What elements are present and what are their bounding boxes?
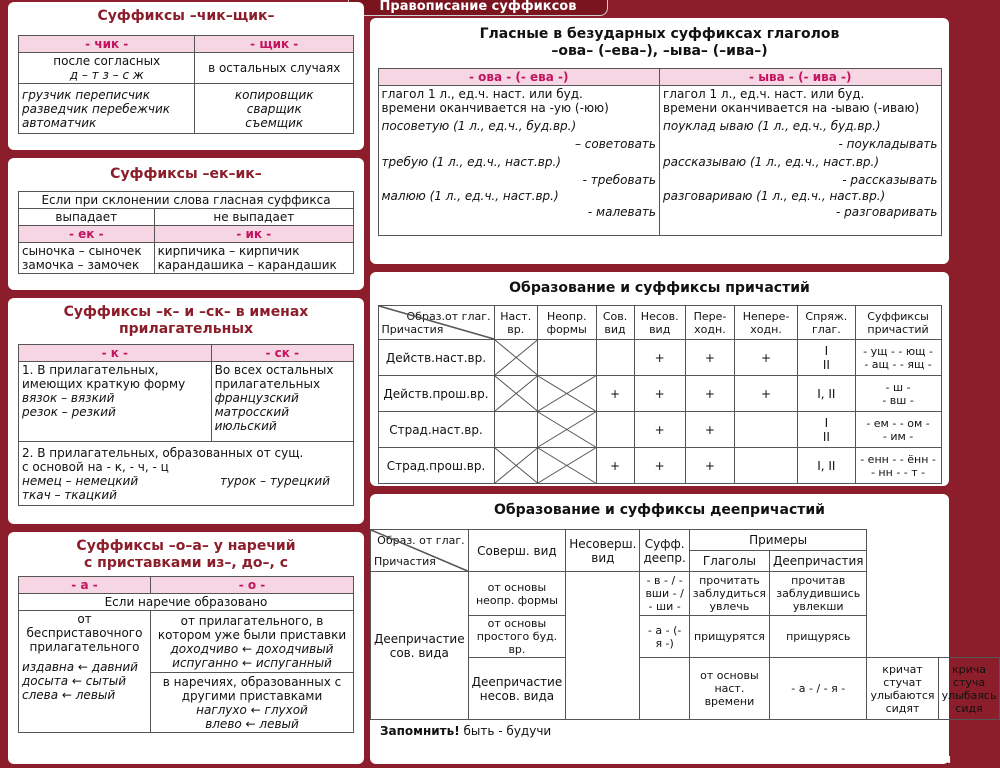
column-header: Неопр. формы xyxy=(537,306,596,340)
example: резок – резкий xyxy=(22,405,116,419)
rule-text: котором уже были приставки xyxy=(157,627,347,642)
example: ткач – ткацкий xyxy=(22,487,117,502)
cell: + xyxy=(685,448,734,484)
example: влево ← левый xyxy=(205,716,299,731)
row-header: Деепричастие сов. вида xyxy=(371,572,469,720)
rule-text: прилагательных xyxy=(214,377,321,391)
row-header: Действ.прош.вр. xyxy=(378,376,494,412)
panel-title: прилагательных xyxy=(118,321,254,337)
example: - требовать xyxy=(582,173,656,187)
suffix-k: - к - xyxy=(19,345,212,362)
participles-table xyxy=(378,305,942,484)
panel-title: Образование и суффиксы деепричастий xyxy=(494,502,825,518)
example: – советовать xyxy=(574,137,656,151)
suffix-cell: - ущ - - ющ - - ащ - - ящ - xyxy=(855,340,941,376)
column-header: Пере- ходн. xyxy=(685,306,734,340)
example: кричат стучат улыбаются сидят xyxy=(867,658,938,720)
suffix-sk: - ск - xyxy=(211,345,353,362)
rule-text: после согласных xyxy=(53,54,161,68)
corner-bottom: Причастия xyxy=(374,554,436,568)
corner-header xyxy=(371,530,469,572)
rule-text: Во всех остальных xyxy=(214,363,334,377)
cell xyxy=(596,412,634,448)
rule-text: времени оканчивается на -ываю (-иваю) xyxy=(663,101,920,115)
example: французский xyxy=(214,391,299,405)
crossed-cell xyxy=(494,448,537,484)
column-header: Примеры xyxy=(689,530,867,551)
cell xyxy=(537,340,596,376)
crossed-cell xyxy=(494,340,537,376)
panel-title: Суффиксы –ек–ик– xyxy=(110,166,262,182)
suffix-ik: - ик - xyxy=(154,226,353,243)
example: наглухо ← глухой xyxy=(196,702,308,717)
row-header: Страд.наст.вр. xyxy=(378,412,494,448)
row-header: Деепричастие несов. вида xyxy=(468,658,566,720)
rule-text: 1. В прилагательных, xyxy=(22,363,159,377)
conjugation-cell: I II xyxy=(798,340,856,376)
panel-title: с приставками из–, до–, с xyxy=(83,555,289,571)
cell xyxy=(494,412,537,448)
example: замочка – замочек xyxy=(22,258,140,272)
cell: + xyxy=(596,376,634,412)
example: прочитать заблудиться увлечь xyxy=(689,572,769,616)
rule-text: бесприставочного xyxy=(26,626,143,640)
conjugation-cell: I II xyxy=(798,412,856,448)
suffix-chik: - чик - xyxy=(19,36,195,53)
example: - рассказывать xyxy=(842,173,938,187)
cell xyxy=(735,412,798,448)
example: издавна ← давний xyxy=(22,660,138,674)
crossed-cell xyxy=(494,376,537,412)
corner-top: Образ.от глаг. xyxy=(406,309,491,323)
adverbial-table xyxy=(370,529,1000,720)
example: испуганно ← испуганный xyxy=(172,655,332,670)
example: прищурясь xyxy=(770,616,867,658)
panel-k-sk xyxy=(8,298,364,524)
example: - малевать xyxy=(587,205,656,219)
cell: + xyxy=(735,340,798,376)
example: рассказываю (1 л., ед.ч., наст.вр.) xyxy=(663,155,880,169)
example: сыночка – сыночек xyxy=(22,244,142,258)
rule-text: имеющих краткую форму xyxy=(22,377,186,391)
example: прищурятся xyxy=(689,616,769,658)
rule-letters: д – т з – с ж xyxy=(69,68,144,82)
conjugation-cell: I, II xyxy=(798,376,856,412)
cell: от основы неопр. формы xyxy=(468,572,566,616)
example: крича стуча улыбаясь сидя xyxy=(938,658,1000,720)
column-header: Спряж. глаг. xyxy=(798,306,856,340)
remember-text: быть - будучи xyxy=(463,724,552,738)
column-header: Несов. вид xyxy=(634,306,685,340)
suffix-ova-eva: - ова - (- ева -) xyxy=(378,69,660,86)
example: - поукладывать xyxy=(838,137,938,151)
watermark: slovesnik.3dn.ru xyxy=(838,752,951,766)
example: копировщик xyxy=(234,87,314,102)
panel-title: Суффиксы –к– и –ск– в именах xyxy=(63,304,309,320)
table-row xyxy=(378,340,941,376)
row-header: Действ.наст.вр. xyxy=(378,340,494,376)
crossed-cell xyxy=(537,376,596,412)
cell: + xyxy=(634,376,685,412)
cell: + xyxy=(596,448,634,484)
column-header: выпадает xyxy=(19,209,155,226)
rule-text: 2. В прилагательных, образованных от сущ. xyxy=(22,445,304,460)
suffix-ek: - ек - xyxy=(19,226,155,243)
suffix-cell: - енн - - ённ - - нн - - т - xyxy=(855,448,941,484)
panel-title: Гласные в безударных суффиксах глаголов xyxy=(479,26,840,42)
rule-text: другими приставками xyxy=(181,688,323,703)
example: поуклад ываю (1 л., ед.ч., буд.вр.) xyxy=(663,119,881,133)
cell: + xyxy=(735,376,798,412)
panel-title: –ова– (–ева–), –ыва– (–ива–) xyxy=(551,43,768,59)
suffix-yva-iva: - ыва - (- ива -) xyxy=(660,69,942,86)
cell: + xyxy=(685,412,734,448)
example: посоветую (1 л., ед.ч., буд.вр.) xyxy=(381,119,577,133)
rule-text: глагол 1 л., ед.ч. наст. или буд. xyxy=(381,87,583,101)
rule-text: в остальных случаях xyxy=(195,53,354,84)
example: карандашика – карандашик xyxy=(157,258,337,272)
rule-text: с основой на - к, - ч, - ц xyxy=(22,459,169,474)
panel-title: Суффиксы –чик–щик– xyxy=(97,8,275,24)
cell: от основы простого буд. вр. xyxy=(468,616,566,658)
cell xyxy=(596,340,634,376)
column-header: Наст. вр. xyxy=(494,306,537,340)
suffix-cell: - а - / - я - xyxy=(770,658,867,720)
corner-bottom: Причастия xyxy=(381,322,444,336)
column-header: Сов. вид xyxy=(596,306,634,340)
example: съемщик xyxy=(245,115,304,130)
cell: + xyxy=(634,340,685,376)
panel-participles xyxy=(370,272,949,486)
crossed-cell xyxy=(537,448,596,484)
corner-top: Образ. от глаг. xyxy=(377,533,465,547)
rule-text: времени оканчивается на -ую (-юю) xyxy=(381,101,609,115)
corner-header xyxy=(378,306,494,340)
table-row xyxy=(378,448,941,484)
column-header: Суффиксы причастий xyxy=(855,306,941,340)
panel-title: Образование и суффиксы причастий xyxy=(509,280,810,296)
example: прочитав заблудившись увлекши xyxy=(770,572,867,616)
cell: + xyxy=(685,376,734,412)
example: кирпичика – кирпичик xyxy=(157,244,300,258)
suffix-cell: - ем - - ом - - им - xyxy=(855,412,941,448)
example: немец – немецкий xyxy=(22,473,139,488)
cell: + xyxy=(634,412,685,448)
table-row xyxy=(378,412,941,448)
example: досыта ← сытый xyxy=(22,674,127,688)
rule-text: глагол 1 л., ед.ч. наст. или буд. xyxy=(663,87,865,101)
example: матросский xyxy=(214,405,290,419)
example: автоматчик xyxy=(22,115,97,130)
rule-text: в наречиях, образованных с xyxy=(162,674,342,689)
column-header: Непере- ходн. xyxy=(735,306,798,340)
suffix-a: - а - xyxy=(19,577,151,594)
rule-text: Если наречие образовано xyxy=(19,594,354,611)
column-header: Деепричастия xyxy=(770,551,867,572)
example: разговариваю (1 л., ед.ч., наст.вр.) xyxy=(663,189,886,203)
panel-title: Суффиксы –о–а– у наречий xyxy=(76,538,296,554)
table-row xyxy=(378,376,941,412)
column-header: Суфф. деепр. xyxy=(640,530,689,572)
suffix-cell: - в - / - вши - / - ши - xyxy=(640,572,689,616)
remember-label: Запомнить! xyxy=(380,724,460,738)
cell xyxy=(735,448,798,484)
suffix-cell: - а - (- я -) xyxy=(640,616,689,658)
panel-chik-shchik xyxy=(8,2,364,150)
main-title: Правописание суффиксов xyxy=(348,0,608,16)
suffix-shchik: - щик - xyxy=(195,36,354,53)
column-header: Соверш. вид xyxy=(468,530,566,572)
column-header: не выпадает xyxy=(154,209,353,226)
example: доходчиво ← доходчивый xyxy=(170,641,334,656)
column-header: Несоверш. вид xyxy=(566,530,640,572)
example: июльский xyxy=(214,419,277,433)
example: слева ← левый xyxy=(22,688,116,702)
example: турок – турецкий xyxy=(219,473,330,488)
example: сварщик xyxy=(246,101,302,116)
example: требую (1 л., ед.ч., наст.вр.) xyxy=(381,155,561,169)
panel-verb-suffixes xyxy=(370,18,949,264)
crossed-cell xyxy=(537,412,596,448)
panel-adverbial-participles xyxy=(370,494,997,764)
panel-o-a-adverbs xyxy=(8,532,364,764)
suffix-cell: - ш - - вш - xyxy=(855,376,941,412)
example: - разговаривать xyxy=(836,205,938,219)
panel-ek-ik xyxy=(8,158,364,290)
rule-text: от прилагательного, в xyxy=(180,613,324,628)
example: вязок – вязкий xyxy=(22,391,115,405)
example: грузчик переписчик xyxy=(22,87,150,102)
rule-text: от xyxy=(77,612,92,626)
suffix-o: - о - xyxy=(151,577,354,594)
cell: + xyxy=(634,448,685,484)
rule-text: Если при склонении слова гласная суффикса xyxy=(19,192,354,209)
example: малюю (1 л., ед.ч., наст.вр.) xyxy=(381,189,559,203)
row-header: Страд.прош.вр. xyxy=(378,448,494,484)
rule-text: прилагательного xyxy=(29,640,140,654)
cell: от основы наст. времени xyxy=(689,658,769,720)
column-header: Глаголы xyxy=(689,551,769,572)
cell: + xyxy=(685,340,734,376)
example: разведчик перебежчик xyxy=(22,101,171,116)
conjugation-cell: I, II xyxy=(798,448,856,484)
